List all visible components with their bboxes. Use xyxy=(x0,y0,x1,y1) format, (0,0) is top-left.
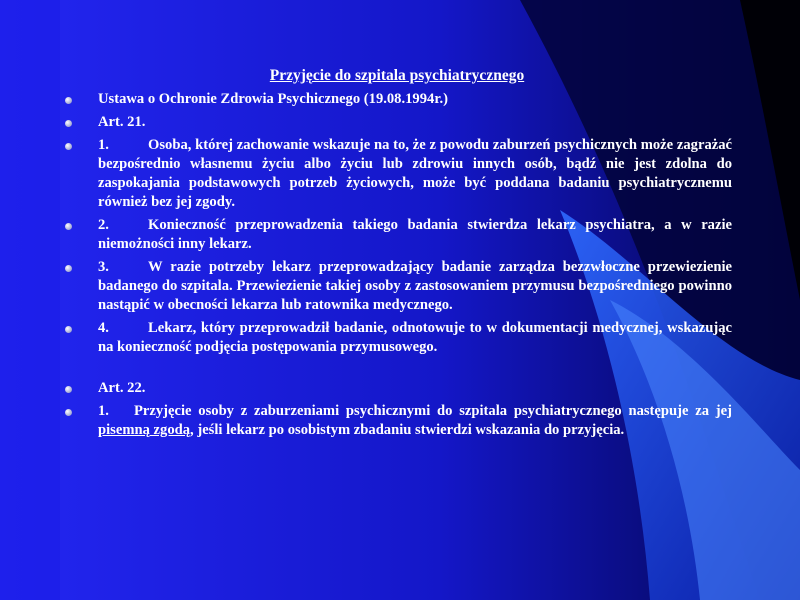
bullet-icon xyxy=(65,409,72,416)
item-text: Konieczność przeprowadzenia takiego badania stwierdza lekarz psychiatra, a w razie niemożności inny lekarz. xyxy=(98,217,732,252)
bullet-icon xyxy=(65,265,72,272)
bullet-icon xyxy=(65,143,72,150)
item-number: 3. xyxy=(98,259,109,275)
underlined-text: pisemną zgodą xyxy=(98,422,191,438)
list-item xyxy=(62,90,732,109)
item-text: Lekarz, który przeprowadził badanie, odnotowuje to w dokumentacji medycznej, wskazując na konieczność podjęcia postępowania przymusowego. xyxy=(98,320,732,355)
item-text: Art. 22. xyxy=(98,380,146,396)
list-item xyxy=(62,258,732,315)
item-text: W razie potrzeby lekarz przeprowadzający badanie zarządza bezzwłoczne przewiezienie badanego do szpitala. Przewiezienie takiej osoby z zastosowaniem przymusu bezpośredniego powinno nastąpić w obecności lekarza lub ratownika medycznego. xyxy=(98,259,732,313)
bullet-icon xyxy=(65,223,72,230)
item-text: Przyjęcie osoby z zaburzeniami psychicznymi do szpitala psychiatrycznego następuje za jej xyxy=(134,403,732,419)
list-item xyxy=(62,379,732,398)
bullet-icon xyxy=(65,386,72,393)
item-number: 1. xyxy=(98,403,109,419)
item-text: Art. 21. xyxy=(98,114,146,130)
list-item xyxy=(62,319,732,357)
bullet-icon xyxy=(65,120,72,127)
item-number: 1. xyxy=(98,137,109,153)
item-text: Ustawa o Ochronie Zdrowia Psychicznego (19.08.1994r.) xyxy=(98,91,448,107)
bullet-icon xyxy=(65,326,72,333)
list-item xyxy=(62,113,732,132)
item-text: , jeśli lekarz po osobistym zbadaniu stwierdzi wskazania do przyjęcia. xyxy=(190,422,625,438)
list-item xyxy=(62,136,732,212)
slide-title: Przyjęcie do szpitala psychiatrycznego xyxy=(269,67,525,84)
item-number: 4. xyxy=(98,320,109,336)
item-number: 2. xyxy=(98,217,109,233)
bullet-icon xyxy=(65,97,72,104)
list-item xyxy=(62,402,732,440)
item-text: Osoba, której zachowanie wskazuje na to, że z powodu zaburzeń psychicznych może zagrażać bezpośrednio własnemu życiu albo życiu lub zdrowiu innych osób, bądź nie jest zdolna do zaspokajania podstawowych potrzeb życiowych, może być poddana badaniu psychiatrycznemu również bez jej zgody. xyxy=(98,137,732,210)
slide-content xyxy=(62,66,732,444)
list-item xyxy=(62,216,732,254)
bullet-list xyxy=(62,90,732,440)
